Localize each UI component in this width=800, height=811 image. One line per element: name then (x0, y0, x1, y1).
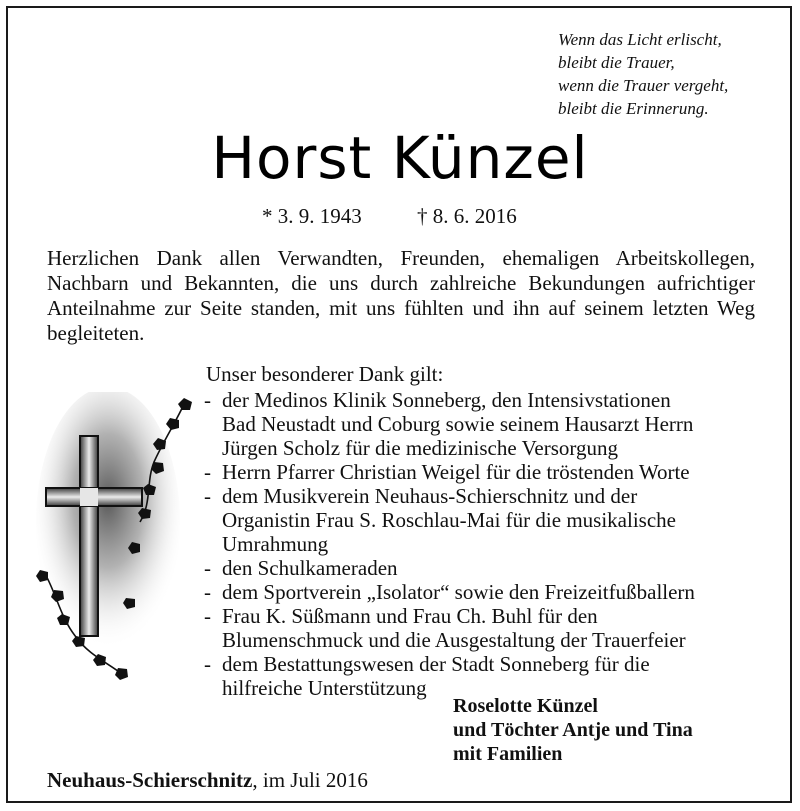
special-thanks-list (204, 388, 774, 700)
memorial-poem (558, 28, 788, 120)
list-item-text: Herrn Pfarrer Christian Weigel für die tröstenden Worte (222, 460, 690, 484)
list-item-text: dem Sportverein „Isolator“ sowie den Freizeitfußballern (222, 580, 695, 604)
list-bullet: - (204, 652, 211, 676)
poem-line: wenn die Trauer vergeht, (558, 76, 729, 95)
cross-with-ivy-icon (36, 392, 201, 682)
list-item-text: Frau K. Süßmann und Frau Ch. Buhl für den Blumenschmuck und die Ausgestaltung der Trauerfeier (222, 604, 686, 652)
list-bullet: - (204, 580, 211, 604)
list-item (204, 652, 774, 700)
list-item (204, 460, 774, 484)
list-item (204, 580, 774, 604)
list-bullet: - (204, 604, 211, 628)
place-date: , im Juli 2016 (252, 768, 368, 792)
poem-line: bleibt die Erinnerung. (558, 99, 709, 118)
list-item-text: dem Musikverein Neuhaus-Schierschnitz und der Organistin Frau S. Roschlau-Mai für die musikalische Umrahmung (222, 484, 676, 556)
list-item (204, 556, 774, 580)
death-date: † 8. 6. 2016 (417, 204, 517, 228)
thanks-paragraph: Herzlichen Dank allen Verwandten, Freunden, ehemaligen Arbeitskollegen, Nachbarn und Bekannten, die uns durch zahlreiche Bekundungen aufrichtiger Anteilnahme zur Seite standen, mit uns fühlten und ihn auf seinem letzten Weg begleiteten. (47, 246, 755, 345)
signatories (453, 694, 693, 766)
list-item-text: der Medinos Klinik Sonneberg, den Intensivstationen Bad Neustadt und Coburg sowie seinem Hausarzt Herrn Jürgen Scholz für die medizinische Versorgung (222, 388, 694, 460)
list-item (204, 388, 774, 460)
signatory-line: mit Familien (453, 743, 563, 765)
list-bullet: - (204, 388, 211, 412)
place-and-date (47, 768, 368, 793)
list-item (204, 604, 774, 652)
signatory-line: und Töchter Antje und Tina (453, 719, 693, 741)
list-bullet: - (204, 484, 211, 508)
list-item-text: den Schulkameraden (222, 556, 398, 580)
list-bullet: - (204, 460, 211, 484)
special-thanks-heading: Unser besonderer Dank gilt: (206, 362, 444, 386)
place-name: Neuhaus-Schierschnitz (47, 768, 253, 792)
life-dates (262, 204, 517, 229)
list-item-text: dem Bestattungswesen der Stadt Sonneberg für die hilfreiche Unterstützung (222, 652, 650, 700)
deceased-name: Horst Künzel (211, 124, 589, 192)
list-item (204, 484, 774, 556)
birth-date: * 3. 9. 1943 (262, 204, 362, 228)
poem-line: Wenn das Licht erlischt, (558, 30, 722, 49)
poem-line: bleibt die Trauer, (558, 53, 675, 72)
signatory-line: Roselotte Künzel (453, 695, 598, 717)
list-bullet: - (204, 556, 211, 580)
